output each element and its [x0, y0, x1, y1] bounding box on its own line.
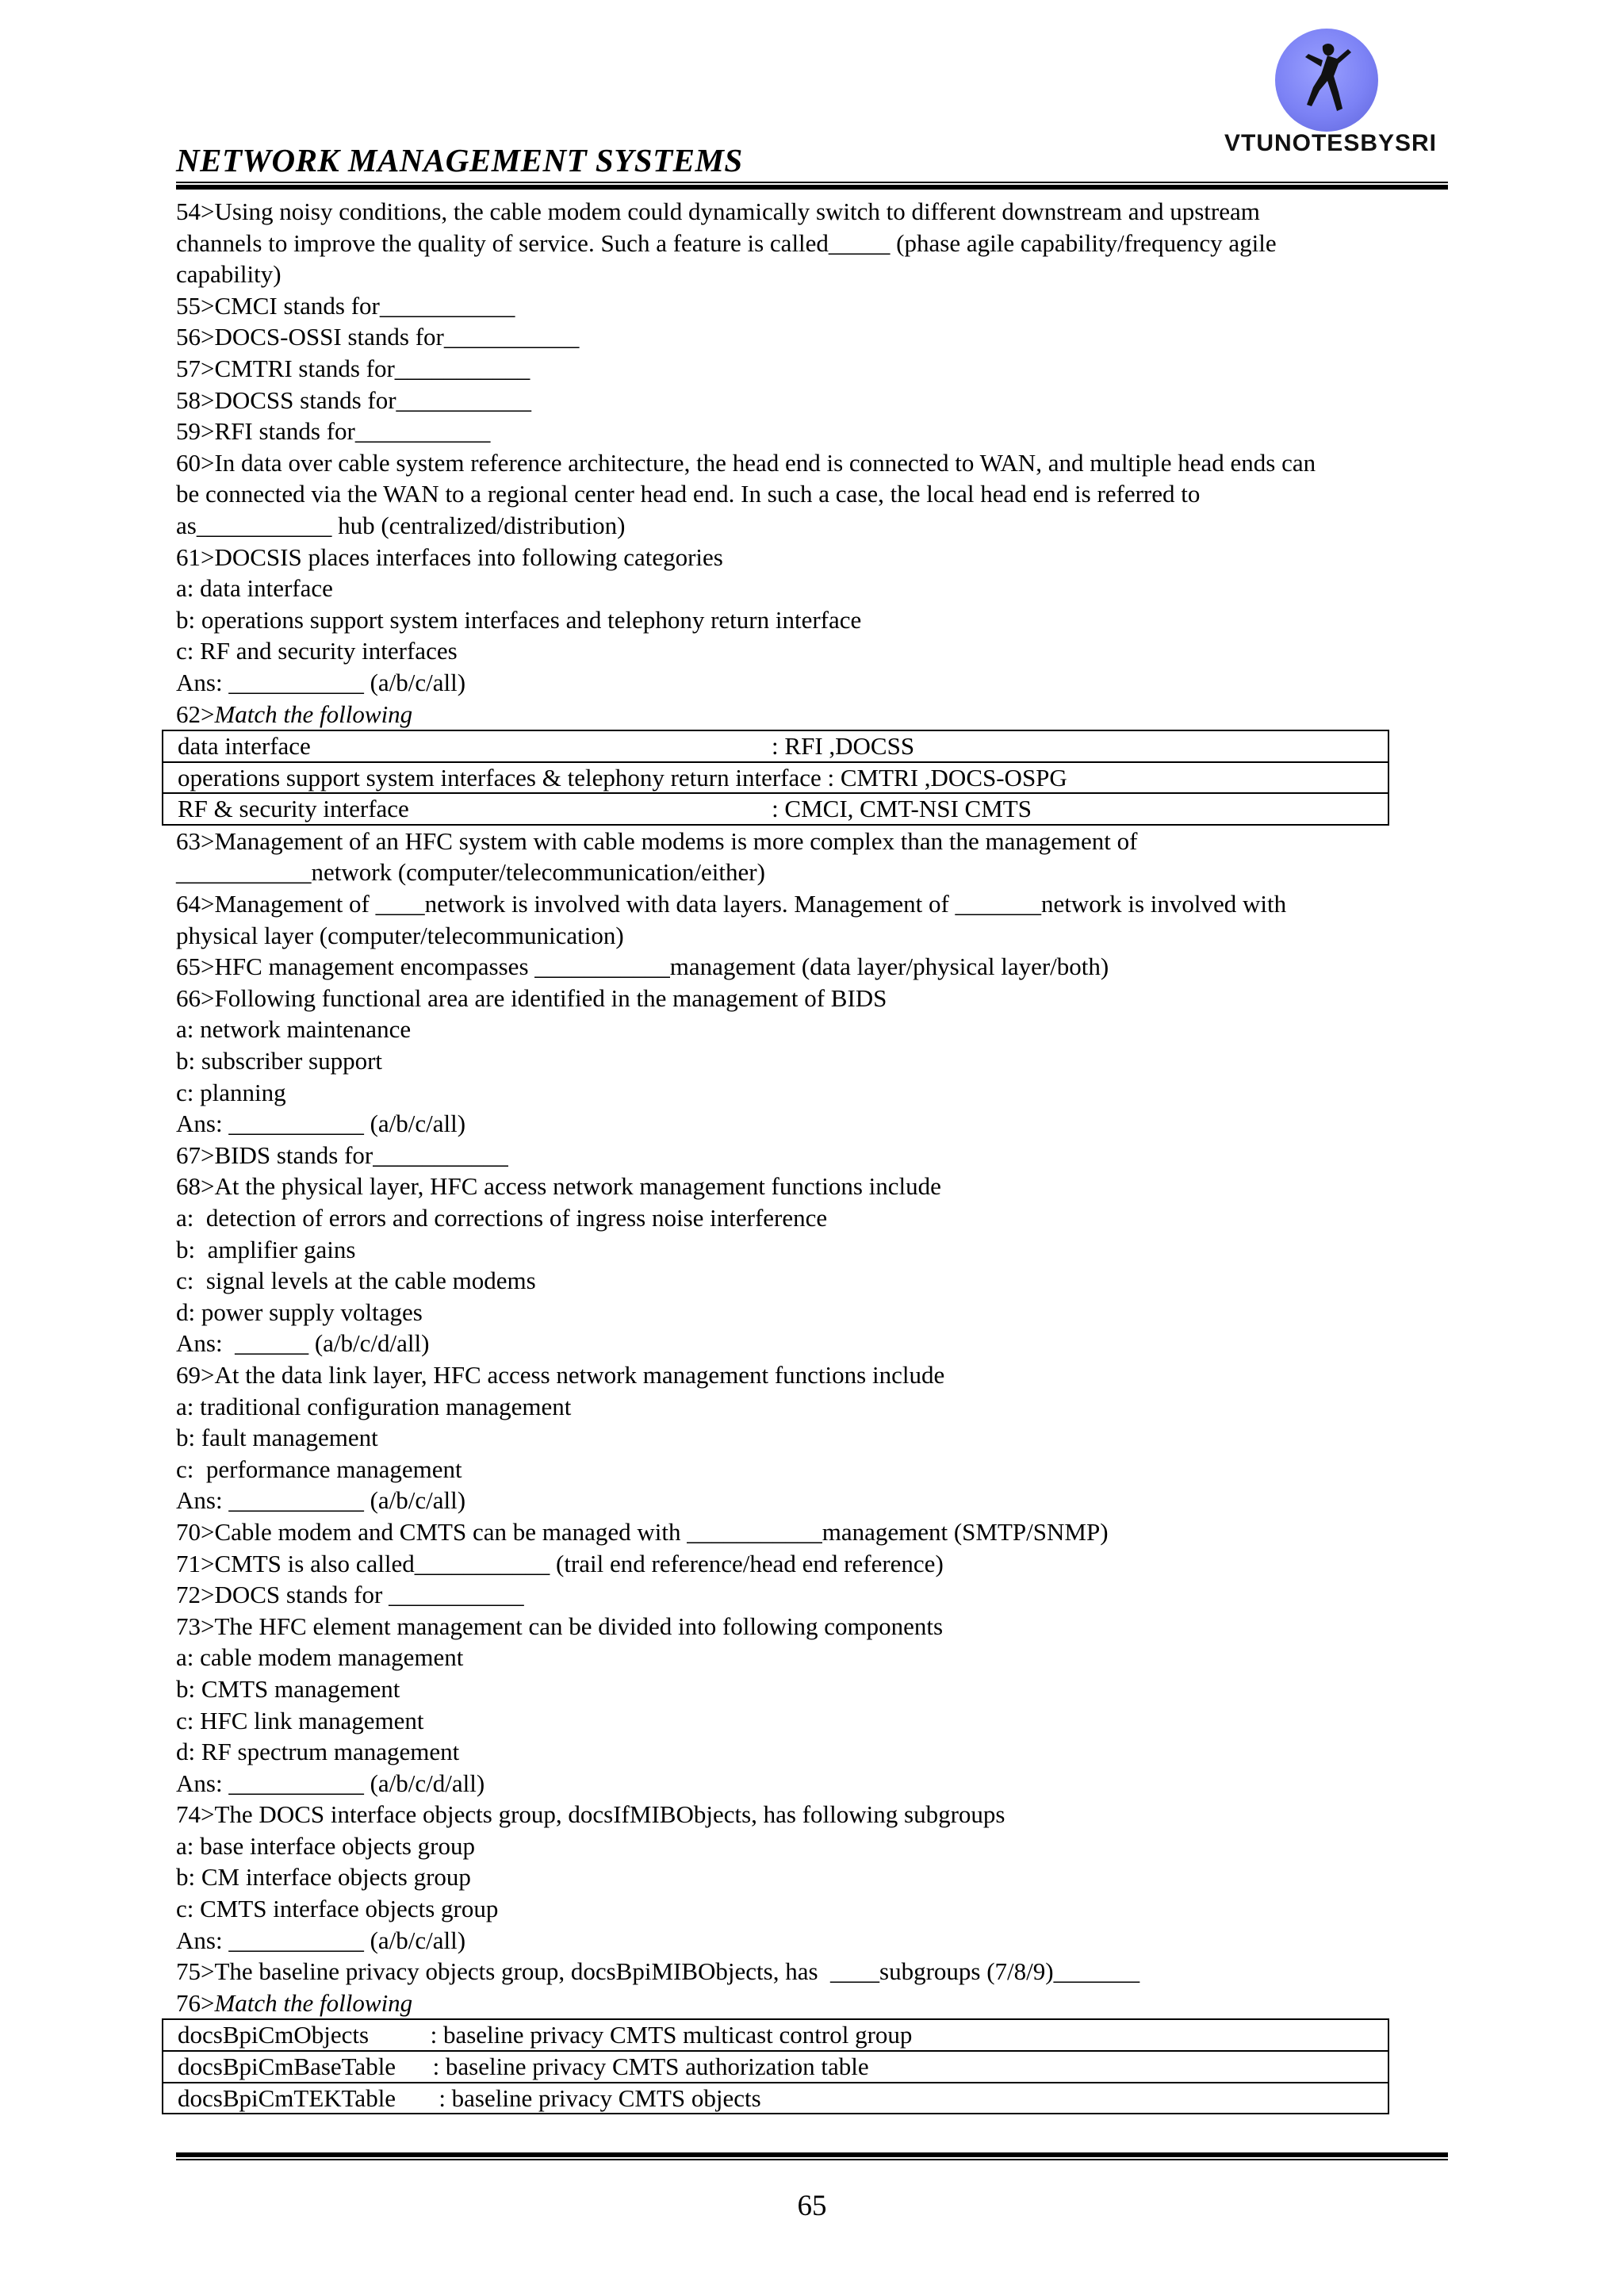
header-rule-thick	[176, 185, 1448, 190]
questions-63-75	[176, 826, 1453, 1987]
text-line: 64>Management of ____network is involved with data layers. Management of _______network is involved with	[176, 890, 1287, 918]
text-line: c: performance management	[176, 1455, 462, 1483]
text-line: c: CMTS interface objects group	[176, 1895, 499, 1923]
table-cell: docsBpiCmBaseTable : baseline privacy CMTS authorization table	[163, 2051, 1388, 2083]
text-line: b: fault management	[176, 1424, 378, 1452]
text-line: 68>At the physical layer, HFC access network management functions include	[176, 1172, 941, 1201]
text-line: c: HFC link management	[176, 1706, 424, 1734]
text-line: physical layer (computer/telecommunication)	[176, 921, 624, 949]
text-line: b: amplifier gains	[176, 1235, 356, 1263]
text-line: 59>RFI stands for___________	[176, 417, 491, 446]
text-line: 63>Management of an HFC system with cable modems is more complex than the management of	[176, 826, 1138, 855]
text-line: c: RF and security interfaces	[176, 637, 458, 665]
question-62: 62>Match the following	[176, 700, 413, 728]
logo-text: VTUNOTESBYSRI	[1224, 130, 1438, 156]
text-line: a: base interface objects group	[176, 1831, 475, 1860]
text-line: 74>The DOCS interface objects group, docsIfMIBObjects, has following subgroups	[176, 1800, 1005, 1829]
text-line: b: subscriber support	[176, 1047, 383, 1075]
table-row	[163, 730, 1388, 762]
text-line: 58>DOCSS stands for___________	[176, 385, 532, 414]
text-line: be connected via the WAN to a regional center head end. In such a case, the local head end is referred to	[176, 480, 1201, 508]
table-cell: data interface : RFI ,DOCSS	[163, 730, 1388, 762]
table-row	[163, 2019, 1388, 2051]
text-line: 71>CMTS is also called___________ (trail end reference/head end reference)	[176, 1549, 944, 1577]
text-line: 54>Using noisy conditions, the cable modem could dynamically switch to different downstream and upstream	[176, 197, 1260, 225]
text-line: a: detection of errors and corrections of ingress noise interference	[176, 1204, 828, 1232]
text-line: 69>At the data link layer, HFC access network management functions include	[176, 1360, 945, 1389]
footer-rule-thin	[176, 2159, 1448, 2160]
text-line: c: planning	[176, 1078, 286, 1106]
document-title: NETWORK MANAGEMENT SYSTEMS	[176, 142, 743, 178]
text-line: Ans: ______ (a/b/c/d/all)	[176, 1329, 430, 1358]
table-row	[163, 2051, 1388, 2083]
text-line: 75>The baseline privacy objects group, docsBpiMIBObjects, has ____subgroups (7/8/9)_______	[176, 1957, 1140, 1986]
text-line: a: network maintenance	[176, 1015, 412, 1044]
text-line: 66>Following functional area are identified in the management of BIDS	[176, 983, 887, 1012]
text-line: c: signal levels at the cable modems	[176, 1267, 536, 1295]
text-line: a: traditional configuration management	[176, 1392, 572, 1420]
text-line: 72>DOCS stands for ___________	[176, 1581, 524, 1609]
text-line: channels to improve the quality of service. Such a feature is called_____ (phase agile capability/frequency agile	[176, 228, 1277, 257]
page-number: 65	[797, 2190, 827, 2222]
text-line: as___________ hub (centralized/distribution)	[176, 511, 626, 539]
footer-rule-thick	[176, 2152, 1448, 2157]
header-rule-thin	[176, 182, 1448, 183]
table-cell: RF & security interface : CMCI, CMT-NSI CMTS	[163, 793, 1388, 825]
text-line: b: CM interface objects group	[176, 1863, 471, 1892]
text-line: capability)	[176, 260, 282, 289]
text-line: Ans: ___________ (a/b/c/all)	[176, 1486, 466, 1515]
logo	[1212, 29, 1450, 163]
text-line: 57>CMTRI stands for___________	[176, 354, 530, 382]
table-cell: docsBpiCmTEKTable : baseline privacy CMTS objects	[163, 2083, 1388, 2114]
text-line: a: cable modem management	[176, 1643, 464, 1672]
text-line: d: power supply voltages	[176, 1297, 423, 1326]
text-line: 65>HFC management encompasses ___________management (data layer/physical layer/both)	[176, 953, 1109, 981]
match-table-76	[162, 2018, 1389, 2114]
table-cell: docsBpiCmObjects : baseline privacy CMTS multicast control group	[163, 2019, 1388, 2051]
text-line: Ans: ___________ (a/b/c/d/all)	[176, 1769, 485, 1797]
text-line: 61>DOCSIS places interfaces into following categories	[176, 542, 723, 571]
text-line: d: RF spectrum management	[176, 1738, 460, 1766]
text-line: b: CMTS management	[176, 1674, 400, 1703]
question-76: 76>Match the following	[176, 1988, 413, 2017]
text-line: Ans: ___________ (a/b/c/all)	[176, 1110, 466, 1138]
text-line: Ans: ___________ (a/b/c/all)	[176, 1926, 466, 1954]
table-row	[163, 2083, 1388, 2114]
text-line: ___________network (computer/telecommunication/either)	[176, 858, 765, 887]
text-line: b: operations support system interfaces and telephony return interface	[176, 605, 862, 634]
climber-icon	[1275, 29, 1378, 132]
table-row	[163, 793, 1388, 825]
text-line: 70>Cable modem and CMTS can be managed with ___________management (SMTP/SNMP)	[176, 1517, 1109, 1546]
match-table-62	[162, 730, 1389, 826]
text-line: 67>BIDS stands for___________	[176, 1140, 508, 1169]
text-line: 56>DOCS-OSSI stands for___________	[176, 323, 580, 351]
questions-54-61	[176, 196, 1453, 699]
text-line: 60>In data over cable system reference architecture, the head end is connected to WAN, and multiple head ends can	[176, 448, 1316, 477]
table-row	[163, 762, 1388, 794]
text-line: Ans: ___________ (a/b/c/all)	[176, 668, 466, 696]
table-cell: operations support system interfaces & telephony return interface : CMTRI ,DOCS-OSPG	[163, 762, 1388, 794]
text-line: 73>The HFC element management can be divided into following components	[176, 1612, 944, 1640]
page-body	[176, 196, 1453, 2114]
text-line: a: data interface	[176, 574, 333, 603]
text-line: 55>CMCI stands for___________	[176, 291, 515, 320]
